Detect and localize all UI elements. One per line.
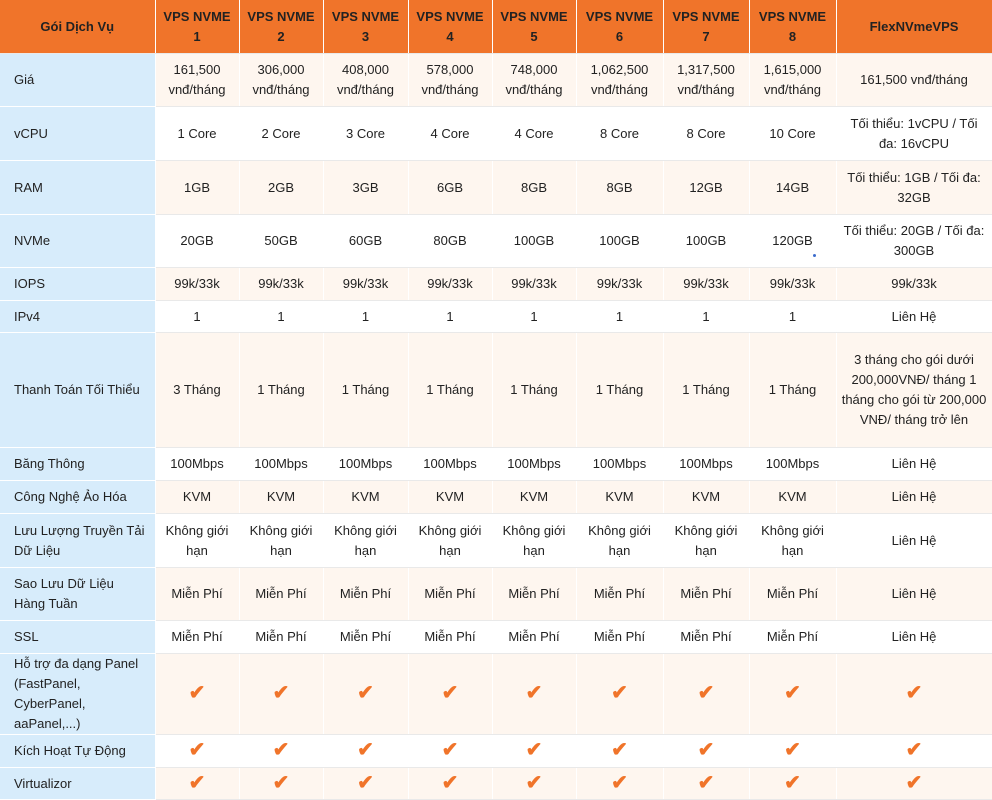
check-cell: [239, 735, 323, 768]
table-cell: 1 Tháng: [576, 333, 663, 448]
table-cell: 2GB: [239, 161, 323, 215]
table-cell: Không giới hạn: [155, 514, 239, 568]
checkmark-icon: ✔: [697, 739, 715, 761]
checkmark-icon: ✔: [525, 682, 543, 704]
table-cell: Tối thiểu: 20GB / Tối đa: 300GB: [836, 215, 992, 268]
table-cell: 1 Core: [155, 107, 239, 161]
table-cell: Miễn Phí: [239, 621, 323, 654]
table-cell: 12GB: [663, 161, 749, 215]
table-row: [0, 514, 992, 568]
table-row: [0, 54, 992, 107]
check-cell: [155, 768, 239, 800]
table-cell: Liên Hệ: [836, 448, 992, 481]
checkmark-icon: ✔: [784, 682, 801, 704]
row-label: Băng Thông: [0, 448, 155, 481]
table-cell: 578,000 vnđ/tháng: [408, 54, 492, 107]
table-cell: Miễn Phí: [408, 621, 492, 654]
check-cell: [663, 735, 749, 768]
check-cell: [576, 654, 663, 735]
table-cell: Miễn Phí: [492, 568, 576, 621]
table-cell: 100GB: [492, 215, 576, 268]
checkmark-icon: ✔: [441, 771, 459, 794]
table-row: [0, 654, 992, 735]
check-cell: [155, 735, 239, 768]
check-cell: [323, 654, 408, 735]
table-cell: 1 Tháng: [749, 333, 836, 448]
table-cell: 100Mbps: [492, 448, 576, 481]
check-cell: [408, 654, 492, 735]
checkmark-icon: ✔: [905, 739, 923, 761]
table-cell: Miễn Phí: [663, 621, 749, 654]
check-cell: [749, 735, 836, 768]
plan-header-vps-nvme-2: VPS NVME 2: [239, 0, 323, 54]
table-cell: 100GB: [663, 215, 749, 268]
table-row: [0, 735, 992, 768]
checkmark-icon: ✔: [272, 771, 290, 794]
table-cell: 100Mbps: [155, 448, 239, 481]
table-row: [0, 333, 992, 448]
plan-header-vps-nvme-1: VPS NVME 1: [155, 0, 239, 54]
table-cell: 60GB: [323, 215, 408, 268]
table-cell: Miễn Phí: [155, 621, 239, 654]
table-cell: 3 Core: [323, 107, 408, 161]
table-cell: 10 Core: [749, 107, 836, 161]
checkmark-icon: ✔: [272, 739, 290, 761]
header-corner: Gói Dịch Vụ: [0, 0, 155, 54]
table-cell: 1: [239, 301, 323, 333]
check-cell: [239, 654, 323, 735]
table-cell: 100GB: [576, 215, 663, 268]
table-cell: 99k/33k: [492, 268, 576, 301]
table-cell: Miễn Phí: [749, 568, 836, 621]
table-cell: 8 Core: [576, 107, 663, 161]
plan-header-flexnvmevps: FlexNVmeVPS: [836, 0, 992, 54]
checkmark-icon: ✔: [697, 682, 715, 704]
check-cell: [492, 654, 576, 735]
plan-header-vps-nvme-4: VPS NVME 4: [408, 0, 492, 54]
table-cell: 120GB: [749, 215, 836, 268]
table-cell: 4 Core: [408, 107, 492, 161]
table-row: [0, 621, 992, 654]
table-cell: Miễn Phí: [749, 621, 836, 654]
table-row: [0, 161, 992, 215]
table-cell: 100Mbps: [408, 448, 492, 481]
table-cell: KVM: [323, 481, 408, 514]
table-row: [0, 568, 992, 621]
table-cell: 100Mbps: [323, 448, 408, 481]
checkmark-icon: ✔: [611, 739, 628, 761]
table-cell: 99k/33k: [836, 268, 992, 301]
table-cell: KVM: [749, 481, 836, 514]
table-cell: 8 Core: [663, 107, 749, 161]
check-cell: [836, 768, 992, 800]
table-cell: Miễn Phí: [663, 568, 749, 621]
checkmark-icon: ✔: [188, 771, 206, 794]
checkmark-icon: ✔: [784, 771, 801, 794]
table-cell: 50GB: [239, 215, 323, 268]
table-cell: 99k/33k: [408, 268, 492, 301]
table-cell: 14GB: [749, 161, 836, 215]
table-cell: Không giới hạn: [749, 514, 836, 568]
table-cell: Miễn Phí: [408, 568, 492, 621]
table-row: [0, 268, 992, 301]
check-cell: [408, 768, 492, 800]
table-cell: Liên Hệ: [836, 301, 992, 333]
checkmark-icon: ✔: [525, 771, 543, 794]
row-label: Lưu Lượng Truyền Tải Dữ Liệu: [0, 514, 155, 568]
table-row: [0, 481, 992, 514]
table-cell: 99k/33k: [155, 268, 239, 301]
check-cell: [323, 735, 408, 768]
row-label: Kích Hoạt Tự Động: [0, 735, 155, 768]
table-cell: 748,000 vnđ/tháng: [492, 54, 576, 107]
table-cell: 161,500 vnđ/tháng: [155, 54, 239, 107]
checkmark-icon: ✔: [905, 682, 923, 704]
row-label: IPv4: [0, 301, 155, 333]
table-cell: 161,500 vnđ/tháng: [836, 54, 992, 107]
table-cell: Miễn Phí: [323, 621, 408, 654]
plan-header-vps-nvme-8: VPS NVME 8: [749, 0, 836, 54]
table-cell: 99k/33k: [323, 268, 408, 301]
table-cell: 3 tháng cho gói dưới 200,000VNĐ/ tháng 1 tháng cho gói từ 200,000 VNĐ/ tháng trở lên: [836, 333, 992, 448]
table-cell: 1: [663, 301, 749, 333]
row-label: Giá: [0, 54, 155, 107]
plan-header-vps-nvme-7: VPS NVME 7: [663, 0, 749, 54]
table-cell: 1 Tháng: [408, 333, 492, 448]
check-cell: [408, 735, 492, 768]
checkmark-icon: ✔: [272, 682, 290, 704]
checkmark-icon: ✔: [441, 739, 459, 761]
row-label: vCPU: [0, 107, 155, 161]
table-cell: 100Mbps: [576, 448, 663, 481]
check-cell: [155, 654, 239, 735]
checkmark-icon: ✔: [188, 739, 206, 761]
checkmark-icon: ✔: [441, 682, 459, 704]
table-cell: 1GB: [155, 161, 239, 215]
table-cell: 3 Tháng: [155, 333, 239, 448]
table-cell: KVM: [155, 481, 239, 514]
table-cell: 99k/33k: [749, 268, 836, 301]
table-cell: 1 Tháng: [239, 333, 323, 448]
row-label: Virtualizor: [0, 768, 155, 800]
table-cell: 100Mbps: [239, 448, 323, 481]
check-cell: [492, 735, 576, 768]
table-row: [0, 768, 992, 800]
check-cell: [576, 768, 663, 800]
table-cell: Miễn Phí: [576, 568, 663, 621]
table-cell: KVM: [576, 481, 663, 514]
table-cell: Tối thiểu: 1vCPU / Tối đa: 16vCPU: [836, 107, 992, 161]
checkmark-icon: ✔: [784, 739, 801, 761]
check-cell: [836, 654, 992, 735]
table-cell: Miễn Phí: [239, 568, 323, 621]
checkmark-icon: ✔: [525, 739, 543, 761]
table-cell: Không giới hạn: [576, 514, 663, 568]
table-cell: Liên Hệ: [836, 514, 992, 568]
table-cell: 1 Tháng: [663, 333, 749, 448]
checkmark-icon: ✔: [357, 739, 374, 761]
table-cell: 99k/33k: [239, 268, 323, 301]
table-cell: Không giới hạn: [663, 514, 749, 568]
table-cell: Miễn Phí: [492, 621, 576, 654]
table-cell: 100Mbps: [663, 448, 749, 481]
check-cell: [576, 735, 663, 768]
table-cell: Liên Hệ: [836, 568, 992, 621]
checkmark-icon: ✔: [357, 771, 374, 794]
table-cell: 20GB: [155, 215, 239, 268]
table-cell: Không giới hạn: [323, 514, 408, 568]
table-cell: Liên Hệ: [836, 621, 992, 654]
table-row: [0, 107, 992, 161]
plan-header-vps-nvme-5: VPS NVME 5: [492, 0, 576, 54]
table-cell: 1: [408, 301, 492, 333]
table-cell: Không giới hạn: [492, 514, 576, 568]
table-cell: KVM: [239, 481, 323, 514]
table-cell: Không giới hạn: [239, 514, 323, 568]
table-cell: 80GB: [408, 215, 492, 268]
table-cell: Miễn Phí: [576, 621, 663, 654]
table-cell: 6GB: [408, 161, 492, 215]
check-cell: [663, 768, 749, 800]
table-cell: 1: [749, 301, 836, 333]
row-label: NVMe: [0, 215, 155, 268]
check-cell: [749, 654, 836, 735]
plan-header-vps-nvme-6: VPS NVME 6: [576, 0, 663, 54]
checkmark-icon: ✔: [905, 771, 923, 794]
check-cell: [323, 768, 408, 800]
table-cell: KVM: [408, 481, 492, 514]
table-cell: 2 Core: [239, 107, 323, 161]
row-label: Công Nghệ Ảo Hóa: [0, 481, 155, 514]
stray-dot: [813, 254, 816, 257]
row-label: IOPS: [0, 268, 155, 301]
table-cell: KVM: [663, 481, 749, 514]
checkmark-icon: ✔: [611, 682, 628, 704]
table-cell: Miễn Phí: [155, 568, 239, 621]
checkmark-icon: ✔: [611, 771, 628, 794]
checkmark-icon: ✔: [697, 771, 715, 794]
table-cell: 1: [323, 301, 408, 333]
checkmark-icon: ✔: [188, 682, 206, 704]
table-cell: 306,000 vnđ/tháng: [239, 54, 323, 107]
check-cell: [663, 654, 749, 735]
table-cell: 3GB: [323, 161, 408, 215]
table-cell: KVM: [492, 481, 576, 514]
table-row: [0, 215, 992, 268]
table-cell: 99k/33k: [663, 268, 749, 301]
table-cell: 1,317,500 vnđ/tháng: [663, 54, 749, 107]
row-label: Thanh Toán Tối Thiểu: [0, 333, 155, 448]
table-cell: Không giới hạn: [408, 514, 492, 568]
table-body: [0, 54, 992, 800]
table-cell: 1,062,500 vnđ/tháng: [576, 54, 663, 107]
checkmark-icon: ✔: [357, 682, 374, 704]
table-row: [0, 448, 992, 481]
table-cell: Miễn Phí: [323, 568, 408, 621]
table-cell: Tối thiểu: 1GB / Tối đa: 32GB: [836, 161, 992, 215]
table-cell: 8GB: [576, 161, 663, 215]
row-label: Sao Lưu Dữ Liệu Hàng Tuần: [0, 568, 155, 621]
header-row: [0, 0, 992, 54]
table-cell: 100Mbps: [749, 448, 836, 481]
check-cell: [239, 768, 323, 800]
table-cell: 1: [155, 301, 239, 333]
table-cell: 1: [492, 301, 576, 333]
table-cell: 8GB: [492, 161, 576, 215]
table-cell: 1 Tháng: [492, 333, 576, 448]
check-cell: [749, 768, 836, 800]
table-cell: Liên Hệ: [836, 481, 992, 514]
table-cell: 1,615,000 vnđ/tháng: [749, 54, 836, 107]
table-row: [0, 301, 992, 333]
table-cell: 1 Tháng: [323, 333, 408, 448]
plan-header-vps-nvme-3: VPS NVME 3: [323, 0, 408, 54]
table-cell: 408,000 vnđ/tháng: [323, 54, 408, 107]
row-label: Hỗ trợ đa dạng Panel (FastPanel, CyberPanel, aaPanel,...): [0, 654, 155, 735]
table-cell: 4 Core: [492, 107, 576, 161]
row-label: SSL: [0, 621, 155, 654]
row-label: RAM: [0, 161, 155, 215]
check-cell: [492, 768, 576, 800]
table-cell: 1: [576, 301, 663, 333]
check-cell: [836, 735, 992, 768]
table-cell: 99k/33k: [576, 268, 663, 301]
